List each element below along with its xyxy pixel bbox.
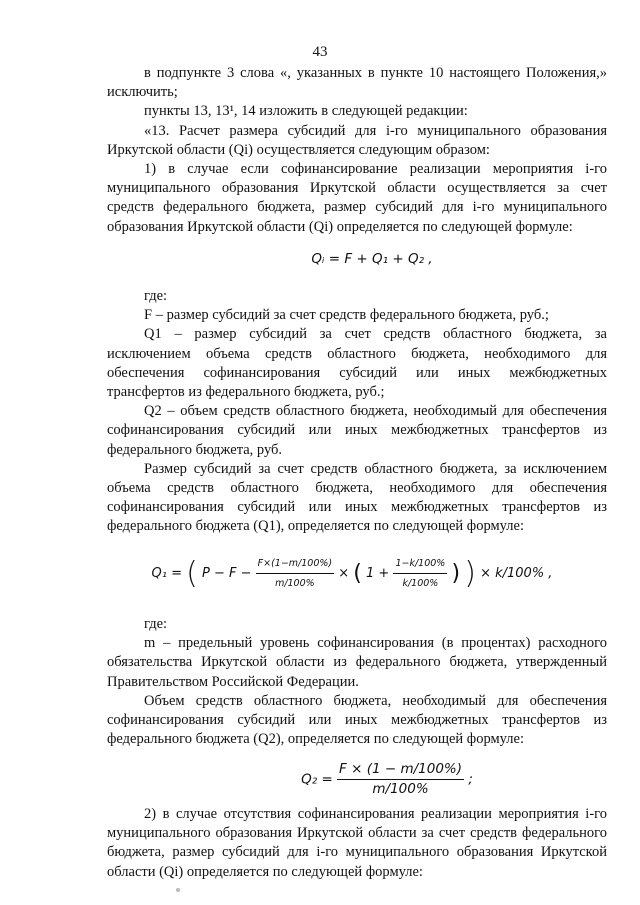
paragraph-amendment: в подпункте 3 слова «, указанных в пункте 10 настоящего Положения,» исключить; <box>107 65 607 101</box>
paragraph-items: пункты 13, 13¹, 14 изложить в следующей редакции: <box>144 103 468 120</box>
formula-q2-tail: ; <box>468 771 473 788</box>
formula-q2-denominator: m/100% <box>372 780 429 797</box>
formula-q2-fraction <box>337 760 464 799</box>
formula-q1-fraction-2-numerator: 1−k/100% <box>393 554 447 574</box>
formula-q1-times: × <box>338 565 350 581</box>
paragraph-case-2: 2) в случае отсутствия софинансирования реализации мероприятия i-го муниципального образования Иркутской области за счет средств федерального бюджета, размер субсидий для i-го муниципального образования Иркутской области (Qi) определяется по следующей формуле: <box>107 805 607 880</box>
definition-q1: Q1 – размер субсидий за счет средств областного бюджета, за исключением объема средств областного бюджета, необходимого для обеспечения софинансирования субсидий или иных межбюджетных трансфертов из федерального бюджета, руб.; <box>107 326 607 401</box>
formula-q1-inner-open: ( <box>353 560 362 586</box>
label-where-2: где: <box>144 616 168 633</box>
formula-qi: Qᵢ = F + Q₁ + Q₂ , <box>311 250 433 267</box>
page-number: 43 <box>312 44 328 60</box>
formula-q1-lhs: Q₁ = <box>151 565 182 581</box>
paragraph-q1-intro: Размер субсидий за счет средств областного бюджета, за исключением объема средств областного бюджета, необходимого для обеспечения софинансирования субсидий или иных межбюджетных трансфертов из федерального бюджета (Q1), определяется по следующей формуле: <box>107 460 607 535</box>
formula-q1-start: P − F − <box>202 565 252 581</box>
paragraph-case-1: 1) в случае если софинансирование реализации мероприятия i-го муниципального образования Иркутской области осуществляется за счет средств федерального бюджета, размер субсидий для i-го муниципального образования Иркутской области (Qi) определяется по следующей формуле: <box>107 161 607 235</box>
formula-q2-lhs: Q₂ = <box>301 771 333 788</box>
paragraph-q2-intro: Объем средств областного бюджета, необходимый для обеспечения софинансирования субсидий или иных межбюджетных трансфертов из федерального бюджета (Q2), определяется по следующей формуле: <box>107 692 607 748</box>
label-where-1: где: <box>144 288 168 305</box>
formula-q2 <box>167 760 607 799</box>
formula-q1-close-paren: ) <box>464 555 476 591</box>
formula-q1-fraction-1-denominator: m/100% <box>275 577 315 589</box>
formula-q1-one-plus: 1 + <box>366 565 390 581</box>
formula-q1-fraction-1 <box>256 554 334 593</box>
scan-artifact-dot <box>176 888 180 892</box>
formula-q1-inner-close: ) <box>451 560 461 586</box>
definition-m: m – предельный уровень софинансирования (в процентах) расходного обязательства Иркутской области из федерального бюджета, утвержденный Правительством Российской Федерации. <box>107 635 607 690</box>
paragraph-point-13: «13. Расчет размера субсидий для i-го муниципального образования Иркутской области (Qi) осуществляется следующим образом: <box>107 122 607 158</box>
formula-q1 <box>97 554 607 593</box>
formula-q1-fraction-1-numerator: F×(1−m/100%) <box>256 554 334 574</box>
definition-q2: Q2 – объем средств областного бюджета, необходимый для обеспечения софинансирования субсидий или иных межбюджетных трансфертов из федерального бюджета, руб. <box>107 403 607 458</box>
document-body <box>107 64 607 882</box>
formula-q1-fraction-2-denominator: k/100% <box>402 577 439 589</box>
definition-f: F – размер субсидий за счет средств федерального бюджета, руб.; <box>144 307 549 324</box>
formula-q2-numerator: F × (1 − m/100%) <box>337 760 464 780</box>
formula-q1-open-paren: ( <box>186 555 198 591</box>
formula-q1-tail: × k/100% , <box>480 565 553 581</box>
formula-q1-fraction-2 <box>393 554 447 593</box>
